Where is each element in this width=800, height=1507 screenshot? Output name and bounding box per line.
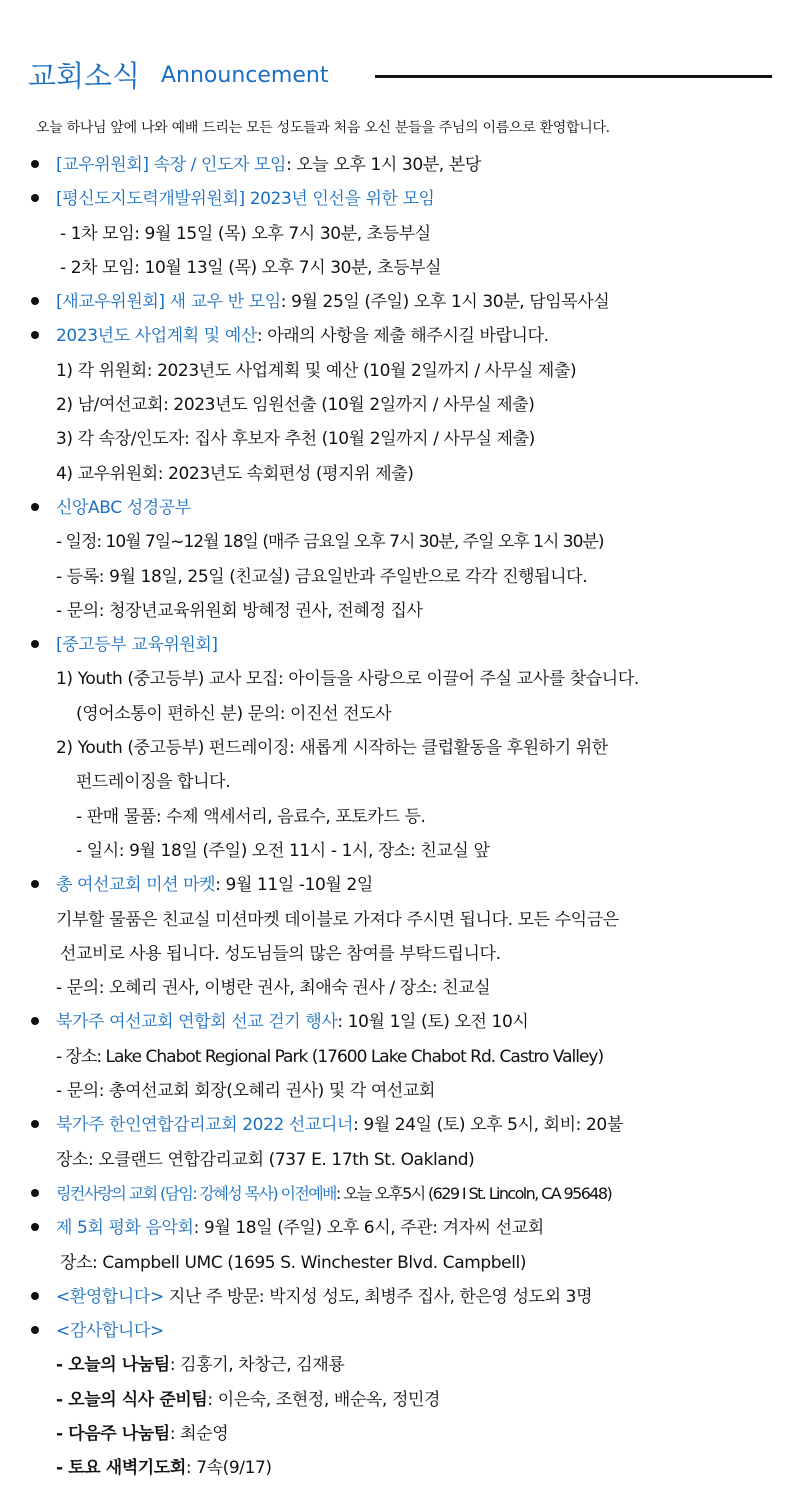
item-heading: [교우위원회] 속장 / 인도자 모임: [56, 155, 287, 175]
item-detail: - 판매 물품: 수제 액세서리, 음료수, 포토카드 등.: [76, 806, 426, 827]
row-value: : 이은숙, 조현정, 배순옥, 정민경: [207, 1389, 441, 1410]
list-item: [28, 285, 782, 319]
item-detail: 펀드레이징을 합니다.: [76, 772, 231, 793]
item-detail: 기부할 물품은 친교실 미션마켓 데이블로 가져다 주시면 됩니다. 모든 수익금은: [56, 909, 619, 930]
item-heading: 2023년도 사업계획 및 예산: [56, 326, 257, 347]
list-item: [28, 868, 782, 1005]
list-item: [28, 319, 782, 490]
item-detail: 4) 교우위원회: 2023년도 속회편성 (평지위 제출): [56, 463, 414, 484]
item-heading: <감사합니다>: [56, 1321, 164, 1342]
item-detail: - 문의: 청장년교육위원회 방혜정 권사, 전혜정 집사: [56, 600, 423, 621]
list-item: [28, 182, 782, 285]
item-heading: 신앙ABC 성경공부: [56, 497, 191, 518]
list-item: [28, 1005, 782, 1108]
item-heading: [중고등부 교육위원회]: [56, 635, 218, 656]
item-heading: 제 5회 평화 음악회: [56, 1218, 194, 1239]
list-item: [28, 1280, 782, 1314]
item-heading: 북가주 한인연합감리교회 2022 선교디너: [56, 1115, 354, 1136]
item-detail: - 일시: 9월 18일 (주일) 오전 11시 - 1시, 장소: 친교실 앞: [76, 840, 490, 861]
item-detail: 1) Youth (중고등부) 교사 모집: 아이들을 사랑으로 이끌어 주실 교사를 찾습니다.: [56, 669, 639, 690]
item-heading: <환영합니다>: [56, 1286, 164, 1307]
item-detail: - 장소: Lake Chabot Regional Park (17600 Lake Chabot Rd. Castro Valley): [56, 1046, 604, 1067]
item-detail: 3) 각 속장/인도자: 집사 후보자 추천 (10월 2일까지 / 사무실 제출): [56, 429, 535, 450]
list-item: [28, 1211, 782, 1280]
item-detail: 1) 각 위원회: 2023년도 사업계획 및 예산 (10월 2일까지 / 사무실 제출): [56, 360, 577, 381]
title-korean: 교회소식: [28, 59, 141, 93]
row-label: - 토요 새벽기도회: [56, 1458, 186, 1479]
item-detail: - 문의: 오혜리 권사, 이병란 권사, 최애숙 권사 / 장소: 친교실: [56, 978, 491, 999]
title-english: Announcement: [161, 63, 329, 88]
item-text: : 오늘 오후5시 (629 I St. Lincoln, CA 95648): [335, 1183, 612, 1203]
row-value: : 김홍기, 차창근, 김재룡: [169, 1355, 345, 1376]
item-detail: - 등록: 9월 18일, 25일 (친교실) 금요일반과 주일반으로 각각 진행됩니다.: [56, 566, 588, 587]
item-detail: - 문의: 총여선교회 회장(오혜리 권사) 및 각 여선교회: [56, 1081, 435, 1102]
item-heading: 북가주 여선교회 연합회 선교 걷기 행사: [56, 1012, 338, 1033]
row-label: - 오늘의 나눔팀: [56, 1355, 170, 1376]
item-heading: [새교우위원회] 새 교우 반 모임: [56, 292, 281, 313]
item-detail: (영어소통이 편하신 분) 문의: 이진선 전도사: [76, 703, 392, 724]
list-item: [28, 1177, 782, 1211]
item-text: 지난 주 방문: 박지성 성도, 최병주 집사, 한은영 성도외 3명: [163, 1286, 593, 1307]
item-text: : 오늘 오후 1시 30분, 본당: [286, 155, 481, 175]
list-item: [28, 628, 782, 868]
item-heading: 링컨사랑의 교회 (담임: 강혜성 목사) 이전예배: [56, 1183, 336, 1203]
item-text: : 9월 25일 (주일) 오후 1시 30분, 담임목사실: [280, 292, 610, 313]
list-item: [28, 1108, 782, 1177]
list-item: [28, 148, 782, 182]
item-text: : 10월 1일 (토) 오전 10시: [337, 1012, 529, 1033]
item-detail: 2) 남/여선교회: 2023년도 임원선출 (10월 2일까지 / 사무실 제출): [56, 395, 535, 416]
item-detail: 2) Youth (중고등부) 펀드레이징: 새롭게 시작하는 클럽활동을 후원하기 위한: [56, 738, 608, 759]
item-text: : 9월 24일 (토) 오후 5시, 회비: 20불: [353, 1115, 623, 1136]
item-detail: - 2차 모임: 10월 13일 (목) 오후 7시 30분, 초등부실: [60, 257, 442, 278]
item-heading: 총 여선교회 미션 마켓: [56, 875, 216, 896]
row-label: - 다음주 나눔팀: [56, 1423, 170, 1444]
item-detail: - 일정: 10월 7일~12월 18일 (매주 금요일 오후 7시 30분, 주일 오후 1시 30분): [56, 532, 604, 553]
item-detail: 장소: 오클랜드 연합감리교회 (737 E. 17th St. Oakland): [56, 1149, 475, 1170]
item-text: : 9월 11일 -10월 2일: [215, 875, 373, 896]
list-item: [28, 1314, 782, 1485]
item-detail: 선교비로 사용 됩니다. 성도님들의 많은 참여를 부탁드립니다.: [60, 943, 501, 964]
row-label: - 오늘의 식사 준비팀: [56, 1389, 208, 1410]
item-heading: [평신도지도력개발위원회] 2023년 인선을 위한 모임: [56, 189, 435, 210]
row-value: : 7속(9/17): [185, 1458, 272, 1479]
item-text: : 아래의 사항을 제출 해주시길 바랍니다.: [256, 326, 549, 347]
list-item: [28, 491, 782, 628]
row-value: : 최순영: [169, 1423, 229, 1444]
header-rule: [375, 75, 772, 78]
welcome-text: 오늘 하나님 앞에 나와 예배 드리는 모든 성도들과 처음 오신 분들을 주님의 이름으로 환영합니다.: [36, 120, 610, 136]
item-text: : 9월 18일 (주일) 오후 6시, 주관: 겨자씨 선교회: [193, 1218, 544, 1239]
item-detail: 장소: Campbell UMC (1695 S. Winchester Blvd. Campbell): [60, 1252, 527, 1273]
announcement-list: [28, 148, 782, 1486]
item-detail: - 1차 모임: 9월 15일 (목) 오후 7시 30분, 초등부실: [60, 223, 431, 244]
section-header: [28, 52, 772, 102]
